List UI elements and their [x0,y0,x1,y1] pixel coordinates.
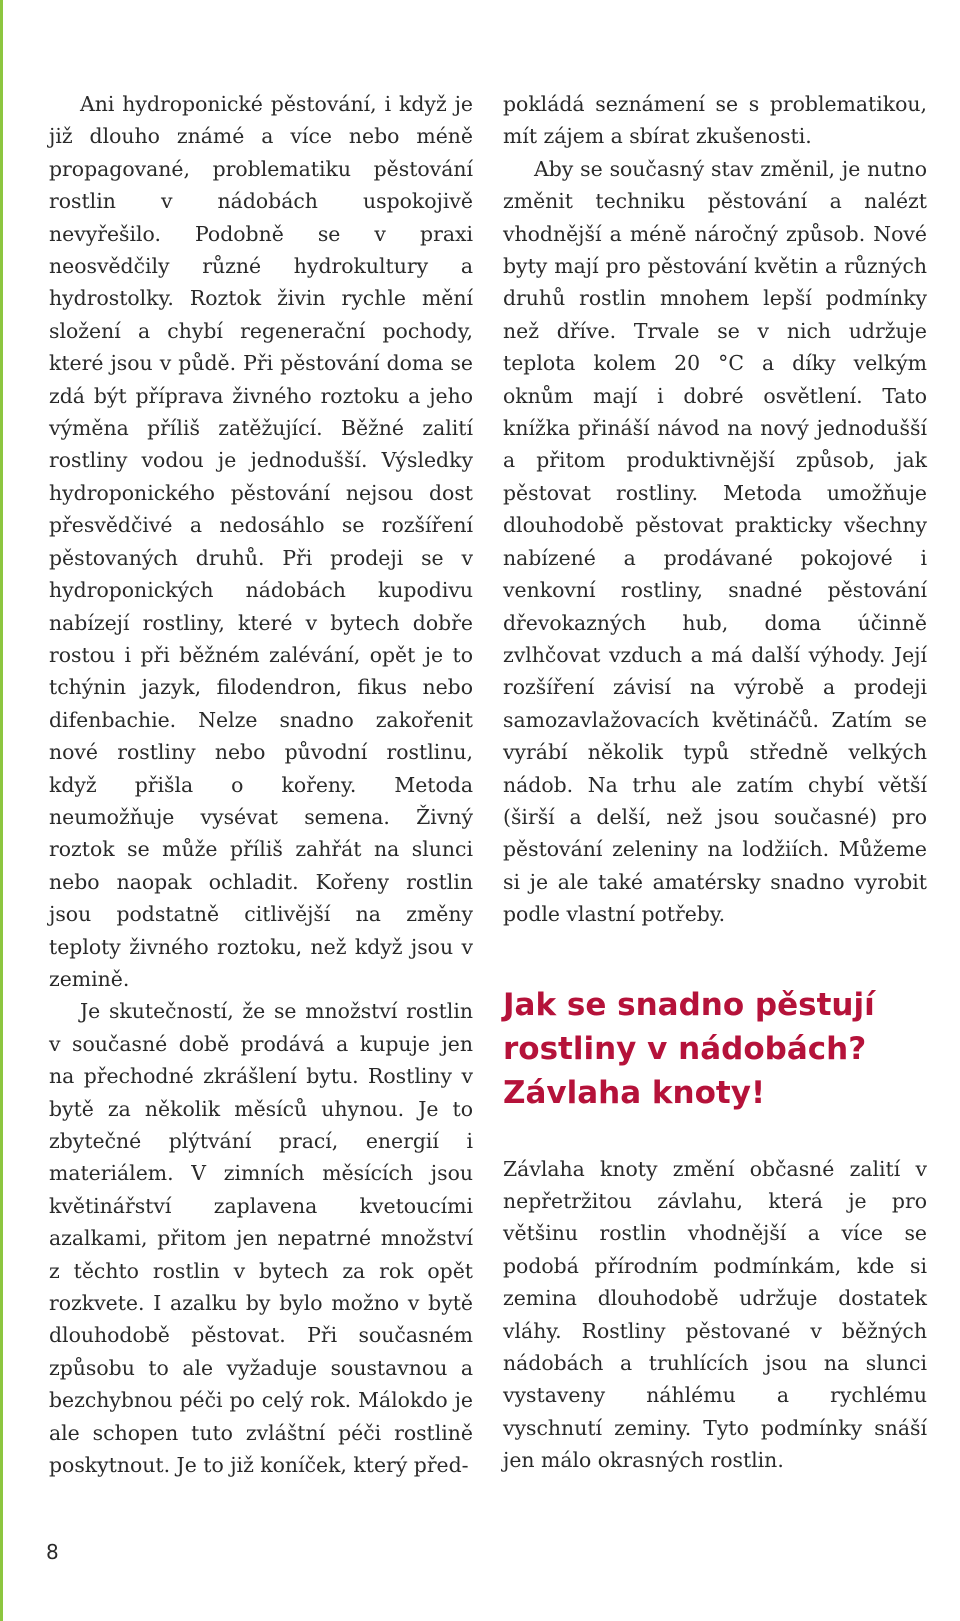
left-column [49,88,473,1481]
section-heading: Jak se snadno pěstují rostliny v nádobách? Závlaha knoty! [503,986,875,1111]
body-paragraph: Je skutečností, že se množství rostlin v současné době prodává a kupuje jen na přechodné zkrášlení bytu. Rostliny v bytě za několik měsíců uhynou. Je to zbytečné plýtvání prací, energií i materiálem. V zimních měsících jsou květinářství zaplavena kvetoucími azalkami, přitom jen nepatrné množství z těchto rostlin v bytech za rok opět rozkvete. I azalku by bylo možno v bytě dlouhodobě pěstovat. Při současném způsobu to ale vyžaduje soustavnou a bezchybnou péči po celý rok. Málokdo je ale schopen tuto zvláštní péči rostlině poskytnout. Je to již koníček, který před- [49,999,473,1478]
body-paragraph-continued: pokládá seznámení se s problematikou, mít zájem a sbírat zkušenosti. [503,92,927,149]
right-column [503,88,927,1477]
body-paragraph: Aby se současný stav změnil, je nutno změnit techniku pěstování a nalézt vhodnější a méně náročný způsob. Nové byty mají pro pěstování květin a různých druhů rostlin mnohem lepší podmínky než dříve. Trvale se v nich udržuje teplota kolem 20 °C a díky velkým oknům mají i dobré osvětlení. Tato knížka přináší návod na nový jednodušší a přitom produktivnější způsob, jak pěstovat rostliny. Metoda umožňuje dlouhodobě pěstovat prakticky všechny nabízené a prodávané pokojové i venkovní rostliny, snadné pěstování dřevokazných hub, doma účinně zvlhčovat vzduch a má další výhody. Její rozšíření závisí na výrobě a prodeji samozavlažovacích květináčů. Zatím se vyrábí několik typů středně velkých nádob. Na trhu ale zatím chybí větší (širší a delší, než jsou současné) pro pěstování zeleniny na lodžiích. Můžeme si je ale také amatérsky snadno vyrobit podle vlastní potřeby. [503,156,927,927]
page-number: 8 [46,1540,59,1564]
page-edge-bar [0,0,3,1621]
section-paragraph: Závlaha knoty změní občasné zalití v nepřetržitou závlahu, která je pro většinu rostlin vhodnější a více se podobá přírodním podmínkám, kde si zemina dlouhodobě udržuje dostatek vláhy. Rostliny pěstované v běžných nádobách a truhlících jsou na slunci vystaveny náhlému a rychlému vyschnutí zeminy. Tyto podmínky snáší jen málo okrasných rostlin. [503,1156,927,1473]
body-paragraph: Ani hydroponické pěstování, i když je již dlouho známé a více nebo méně propagované, problematiku pěstování rostlin v nádobách uspokojivě nevyřešilo. Podobně se v praxi neosvědčily různé hydrokultury a hydrostolky. Roztok živin rychle mění složení a chybí regenerační pochody, které jsou v půdě. Při pěstování doma se zdá být příprava živného roztoku a jeho výměna příliš zatěžující. Běžné zalití rostliny vodou je jednodušší. Výsledky hydroponického pěstování nejsou dost přesvědčivé a nedosáhlo se rozšíření pěstovaných druhů. Při prodeji se v hydroponických nádobách kupodivu nabízejí rostliny, které v bytech dobře rostou i při běžném zalévání, opět je to tchýnin jazyk, filodendron, fikus nebo difenbachie. Nelze snadno zakořenit nové rostliny nebo původní rostlinu, když přišla o kořeny. Metoda neumožňuje vysévat semena. Živný roztok se může příliš zahřát na slunci nebo naopak ochladit. Kořeny rostlin jsou podstatně citlivější na změny teploty živného roztoku, než když jsou v zemině. [49,92,473,991]
